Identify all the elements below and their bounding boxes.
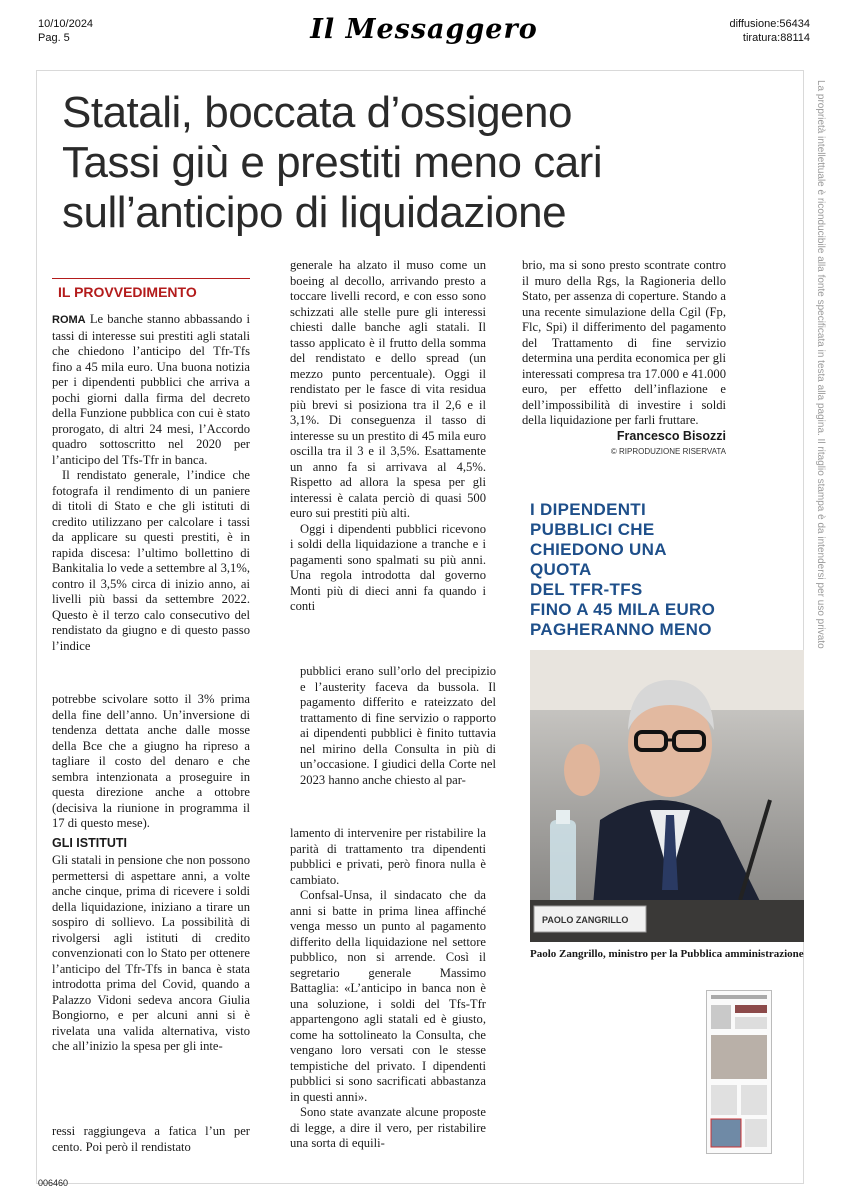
article-column-1-continued — [52, 692, 250, 1055]
photo-illustration — [530, 650, 804, 942]
col2-paragraph-1: generale ha alzato il muso come un boeing al decollo, arrivando presto a toccare livelli record, e con esso sono schizzati alle stelle pure gli interessi chiesti dalle banche agli statali. Il tasso applicato è il frutto della somma del rendistato e dello spread (un mezzo punto percentuale). Oggi il rendistato per le fasce di vita residua più brevi si posiziona tra il 2,6 e il 3,1%. Di conseguenza il tasso di interesse su un prestito di 45 mila euro oscilla tra il 3 e il 3,5%. Esattamente un anno fa si arrivava al 4,5%. Rispetto ad allora la spesa per gli interessi è calata perciò di quasi 500 euro sui prestiti più alti. — [290, 258, 486, 520]
rights-note: © RIPRODUZIONE RISERVATA — [610, 447, 726, 456]
thumb-photo — [711, 1035, 767, 1079]
col1b-paragraph-2: Gli statali in pensione che non possono permettersi di aspettare anni, a volte anche cinque, prima di ricevere i soldi della liquidazione, iniziano a tirare un sospiro di sollievo. La possibilità di rivolgersi agli istituti di credito convenzionati con lo Stato per ottenere l’anticipo del Tfr-Tfs in banca è stata introdotta prima del Covid, quando a Palazzo Vidoni sedeva ancora Giulia Bongiorno, e per alcuni anni si è rivelata una valida alternativa, visto che all’inizio la spesa per gli inte- — [52, 853, 250, 1053]
col2c-paragraph-2: Confsal-Unsa, il sindacato che da anni si batte in prima linea affinché venga messo un punto al pagamento differito della liquidazione nel settore pubblico, non si arrende. Così il segretario generale Massimo Battaglia: «L’anticipo in banca non è una soluzione, i soldi del Tfs-Tfr appartengono agli statali ed è giusto, come ha sottolineato la Consulta, che vengano loro versati con le stesse tempistiche del privato. I dipendenti pubblici si sono sacrificati abbastanza in questi anni». — [290, 888, 486, 1104]
header-diffusione: diffusione:56434 — [729, 18, 810, 30]
header-page: Pag. 5 — [38, 32, 70, 44]
pull-quote-line-1: I DIPENDENTI — [530, 500, 647, 519]
pull-quote-line-3: CHIEDONO UNA QUOTA — [530, 540, 667, 579]
bottle-cap — [556, 810, 570, 824]
nameplate-text: PAOLO ZANGRILLO — [542, 915, 629, 925]
footer-code: 006460 — [38, 1178, 69, 1188]
pull-quote-line-6: PAGHERANNO MENO — [530, 620, 712, 639]
dateline: ROMA — [52, 314, 86, 326]
article-column-2-continued — [300, 664, 496, 788]
hand — [564, 744, 600, 796]
thumb-masthead — [711, 995, 767, 999]
article-column-2-end — [290, 826, 486, 1152]
pull-quote-line-2: PUBBLICI CHE — [530, 520, 655, 539]
pull-quote-line-5: FINO A 45 MILA EURO — [530, 600, 716, 619]
headline-line-1: Statali, boccata d’ossigeno — [62, 88, 572, 137]
col1b-paragraph-3: ressi raggiungeva a fatica l’un per cento. Poi però il rendistato — [52, 1124, 250, 1154]
col1b-paragraph-1: potrebbe scivolare sotto il 3% prima della fine dell’anno. Un’inversione di tendenza dettata anche dalle mosse della Bce che a giugno ha ripreso a tagliare il costo del denaro e che sembra intenzionata a proseguire in questa direzione anche a ottobre (decisiva la riunione in programma il 17 di questo mese). — [52, 692, 250, 830]
article-column-1 — [52, 312, 250, 654]
thumb-text-3 — [745, 1119, 767, 1147]
author-name: Francesco Bisozzi — [616, 428, 726, 443]
col3-paragraph-1: brio, ma si sono presto scontrate contro il muro della Rgs, la Ragioneria dello Stato, per assenza di coperture. Stando a una recente simulazione della Cgil (Fp, Flc, Spi) il differimento del pagamento del Trattamento di fine servizio determina una perdita economica per gli interessati compresa tra 17.000 e 41.000 euro, per effetto dell’inflazione e dell’impossibilità di investire i soldi della liquidazione per farli fruttare. — [522, 258, 726, 427]
thumb-highlight — [711, 1119, 741, 1147]
thumbnail-graphic — [707, 991, 771, 1153]
page-thumbnail — [706, 990, 772, 1154]
article-column-3 — [522, 258, 726, 460]
headline — [62, 88, 702, 238]
pull-quote — [530, 500, 730, 640]
sidenote-text: La proprietà intellettuale è riconducibile alla fonte specificata in testa alla pagina. Il ritaglio stampa è da intendersi per uso privato — [815, 80, 826, 649]
headline-line-3: sull’anticipo di liquidazione — [62, 188, 567, 237]
minister-photo — [530, 650, 804, 942]
masthead-logo: Il Messaggero — [310, 14, 538, 45]
thumb-headline — [735, 1005, 767, 1013]
thumb-text-2 — [741, 1085, 767, 1115]
headline-line-2: Tassi giù e prestiti meno cari — [62, 138, 603, 187]
section-label: IL PROVVEDIMENTO — [58, 284, 197, 300]
col2c-paragraph-3: Sono state avanzate alcune proposte di legge, a dire il vero, per ristabilire una sorta di equili- — [290, 1105, 486, 1150]
copyright-sidenote — [812, 80, 826, 760]
photo-caption: Paolo Zangrillo, ministro per la Pubblica amministrazione — [530, 948, 804, 960]
subhead-istituti: GLI ISTITUTI — [52, 835, 127, 850]
thumb-block-1 — [711, 1005, 731, 1029]
article-column-2 — [290, 258, 486, 615]
header-date: 10/10/2024 — [38, 18, 94, 30]
col1-paragraph-1: Le banche stanno abbassando i tassi di interesse sui prestiti agli statali che chiedono l’anticipo del Tfr-Tfs fino a 45 mila euro. Una buona notizia per i dipendenti pubblici che arriva a pochi giorni dalla firma del decreto della Funzione pubblica con cui è stato prorogato, di altri 24 mesi, l’Accordo quadro sottoscritto nel 2020 per l’anticipo del Tfs-Tfr in banca. — [52, 312, 250, 467]
header-tiratura: tiratura:88114 — [742, 32, 810, 44]
col2b-paragraph-1: pubblici erano sull’orlo del precipizio e l’austerity faceva da bussola. Il pagamento differito e rateizzato del trattamento di fine servizio o rapporto ai dipendenti pubblici è finito tuttavia nel mirino della Consulta in più di un’occasione. I giudici della Corte nel 2023 hanno anche chiesto al par- — [300, 664, 496, 787]
thumb-block-2 — [735, 1017, 767, 1029]
section-rule — [52, 278, 250, 279]
article-column-1-end — [52, 1124, 250, 1155]
col1-paragraph-2: Il rendistato generale, l’indice che fotografa il rendimento di un paniere di titoli di Stato e che gli istituti di credito utilizzano per calcolare i tassi da applicare su questi prestiti, è in rapida discesa: l’ultimo bollettino di Bankitalia lo vede a settembre al 3,1%, contro il 3,5% circa di inizio anno, ai livelli più bassi da settembre 2022. Questo è il terzo calo consecutivo del rendistato da giugno e di questo passo l’indice — [52, 468, 250, 653]
thumb-text-1 — [711, 1085, 737, 1115]
pull-quote-line-4: DEL TFR-TFS — [530, 580, 643, 599]
col2c-paragraph-1: lamento di intervenire per ristabilire la parità di trattamento tra dipendenti pubblici e privati, però finora nulla è cambiato. — [290, 826, 486, 887]
col2-paragraph-2: Oggi i dipendenti pubblici ricevono i soldi della liquidazione a tranche e i pagamenti sono spalmati su più anni. Una regola introdotta dal governo Monti più di dieci anni fa quando i conti — [290, 521, 486, 613]
